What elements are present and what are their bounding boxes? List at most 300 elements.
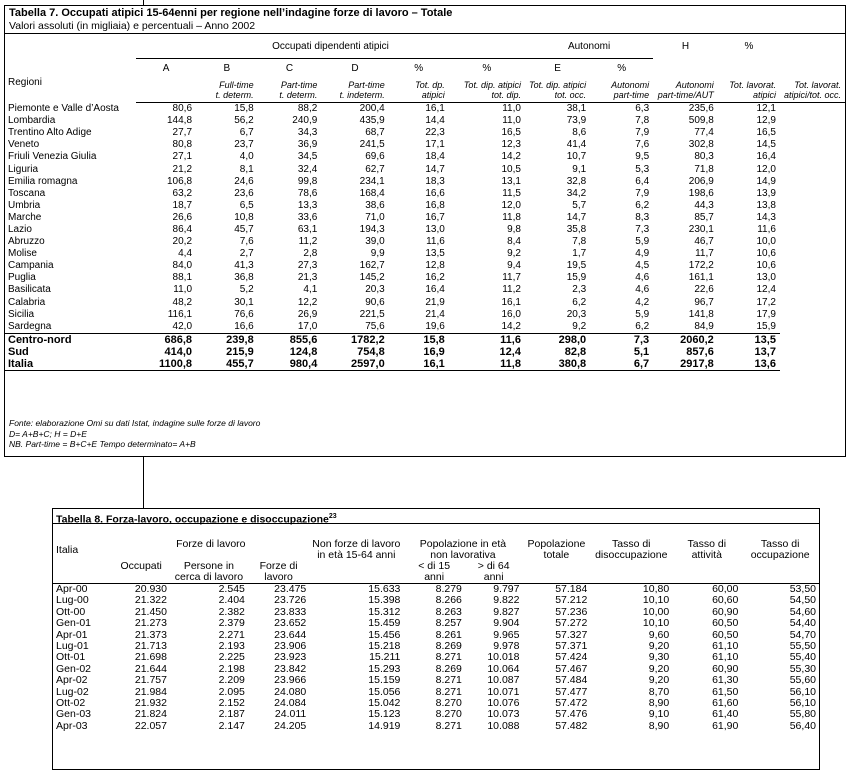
table-cell: 9,30 xyxy=(648,651,670,664)
table-cell: 9.797 xyxy=(493,583,520,595)
row-label: Liguria xyxy=(8,163,39,175)
table-cell: 54,40 xyxy=(789,617,816,630)
table-cell: 80,8 xyxy=(172,139,193,151)
table-cell: 14,5 xyxy=(756,139,776,151)
table-cell: 56,40 xyxy=(789,719,816,732)
table-cell: 75,6 xyxy=(365,320,385,332)
table-cell: 57.467 xyxy=(555,662,588,675)
table-cell: 5,3 xyxy=(635,163,650,175)
table-cell: 7,9 xyxy=(635,187,650,199)
table-cell: 2597,0 xyxy=(321,358,388,371)
table-cell: 10,80 xyxy=(642,583,670,595)
column-subheader: Tot. dip. atipici tot. dip. xyxy=(449,79,525,103)
table-cell: 18,7 xyxy=(172,199,193,211)
table-cell: 10.088 xyxy=(487,719,520,732)
column-subheader: Tot. dp. atipici xyxy=(389,79,449,103)
table-cell: 10.073 xyxy=(487,708,520,721)
table-cell: 80,6 xyxy=(172,103,193,115)
table-cell: 10,7 xyxy=(566,151,587,163)
table-cell: 2060,2 xyxy=(653,333,718,346)
table-cell: 7,6 xyxy=(635,139,650,151)
table-cell: 11,2 xyxy=(502,284,521,296)
table-cell: 380,8 xyxy=(525,358,590,371)
table-row xyxy=(5,236,845,248)
table-cell: 12,9 xyxy=(756,115,776,127)
row-label: Sicilia xyxy=(8,308,35,320)
table-cell: 200,4 xyxy=(359,103,385,115)
row-label: Apr-00 xyxy=(56,583,88,595)
table-cell: 241,5 xyxy=(359,139,385,151)
table-cell: 6,7 xyxy=(590,358,653,371)
table-cell: 215,9 xyxy=(226,345,254,358)
table-cell: 12,4 xyxy=(499,345,521,358)
table-cell: 60,50 xyxy=(712,628,739,641)
table-cell: 10,10 xyxy=(642,594,670,607)
table-cell: 57.371 xyxy=(555,640,588,653)
table-cell: 16,9 xyxy=(423,345,445,358)
letter-header: % xyxy=(482,62,492,74)
table-cell: 9,2 xyxy=(572,320,587,332)
table-cell: 857,6 xyxy=(686,345,714,358)
table-cell: 9.822 xyxy=(493,594,520,607)
table-cell: 21,2 xyxy=(172,163,193,175)
table-cell: 36,9 xyxy=(297,139,318,151)
table-cell: 21.698 xyxy=(134,651,167,664)
table-cell: 13,6 xyxy=(718,358,780,371)
row-label: Sud xyxy=(8,345,29,358)
table-cell: 8.271 xyxy=(435,685,462,698)
letter-header: A xyxy=(162,62,170,74)
column-subheader: Part-time t. determ. xyxy=(258,79,322,103)
table-cell: 16,2 xyxy=(425,272,445,284)
table-cell: 162,7 xyxy=(359,260,385,272)
table-cell: 15.456 xyxy=(368,628,401,641)
table-cell: 38,1 xyxy=(566,103,587,115)
row-label: Lombardia xyxy=(8,115,56,127)
table-cell: 21.322 xyxy=(134,594,167,607)
table-cell: 63,1 xyxy=(297,223,318,235)
row-label: Trentino Alto Adige xyxy=(8,127,92,139)
column-subheader: Tot. lavorat. atipici xyxy=(718,79,780,103)
table-cell: 23,7 xyxy=(234,139,254,151)
table-cell: 16,1 xyxy=(425,103,445,115)
table-cell: 11,0 xyxy=(502,103,521,115)
table-cell: 4,9 xyxy=(635,248,650,260)
table-cell: 17,9 xyxy=(756,308,776,320)
table-cell: 10.087 xyxy=(487,674,520,687)
table-cell: 7,3 xyxy=(635,223,650,235)
table-cell: 4,1 xyxy=(303,284,318,296)
table-cell: 96,7 xyxy=(694,296,714,308)
table-cell: 57.476 xyxy=(555,708,588,721)
total-row xyxy=(5,333,845,346)
table-cell: 88,2 xyxy=(297,103,318,115)
table-cell: 62,7 xyxy=(365,163,385,175)
table-cell: 26,6 xyxy=(172,211,193,223)
table-cell: 298,0 xyxy=(525,333,590,346)
table-cell: 23.842 xyxy=(274,662,307,675)
row-label: Abruzzo xyxy=(8,236,45,248)
table-cell: 145,2 xyxy=(359,272,385,284)
table-cell: 41,4 xyxy=(566,139,587,151)
table-cell: 21.824 xyxy=(134,708,167,721)
table-cell: 57.272 xyxy=(555,617,588,630)
table-cell: 18,3 xyxy=(425,175,445,187)
table-cell: 38,6 xyxy=(365,199,385,211)
table-cell: 55,60 xyxy=(789,674,816,687)
table-cell: 15,8 xyxy=(389,333,449,346)
row-label: Calabria xyxy=(8,296,46,308)
table-cell: 56,10 xyxy=(789,697,816,710)
table-cell: 10.076 xyxy=(487,697,520,710)
table-cell: 45,7 xyxy=(234,223,254,235)
table-cell: 12,0 xyxy=(756,163,776,175)
table-cell: 15.459 xyxy=(368,617,401,630)
table-7 xyxy=(5,36,845,371)
table-cell: 23,6 xyxy=(234,187,254,199)
table-cell: 42,0 xyxy=(172,320,193,332)
table-cell: 6,2 xyxy=(635,320,650,332)
table-cell: 2.209 xyxy=(218,674,245,687)
regioni-header: Regioni xyxy=(8,76,42,88)
note-line: NB. Part-time = B+C+E Tempo determinato= A+B xyxy=(9,439,196,449)
row-label: Friuli Venezia Giulia xyxy=(8,151,97,163)
row-label: Lazio xyxy=(8,223,32,235)
table-cell: 6,2 xyxy=(635,199,650,211)
table-cell: 686,8 xyxy=(136,333,196,346)
table-cell: 10,6 xyxy=(756,248,776,260)
table-cell: 5,7 xyxy=(572,199,587,211)
table-cell: 22,3 xyxy=(425,127,445,139)
group-occupati-dipendenti: Occupati dipendenti atipici xyxy=(136,36,525,59)
table-cell: 11,7 xyxy=(502,272,521,284)
table-row xyxy=(5,188,845,200)
connector-line-middle xyxy=(143,457,144,508)
table-cell: 2,7 xyxy=(239,248,254,260)
table-cell: 24,6 xyxy=(234,175,254,187)
table-cell: 61,60 xyxy=(712,697,739,710)
table-row xyxy=(5,212,845,224)
table-cell: 206,9 xyxy=(688,175,714,187)
row-label: Gen-01 xyxy=(56,617,92,630)
table-cell: 34,2 xyxy=(566,187,587,199)
table-cell: 8.271 xyxy=(435,719,462,732)
table-cell: 54,70 xyxy=(789,628,816,641)
table-cell: 9,20 xyxy=(648,640,670,653)
non-forze-header: Non forze di lavoro in età 15-64 anni xyxy=(312,538,401,561)
table-row xyxy=(5,260,845,272)
table-cell: 15.211 xyxy=(369,651,401,664)
column-subheader: Full-time t. determ. xyxy=(196,79,258,103)
table-cell: 11,2 xyxy=(298,236,318,248)
table-cell: 6,2 xyxy=(572,296,587,308)
table-cell: 17,0 xyxy=(297,320,318,332)
table-cell: 11,0 xyxy=(173,284,193,296)
table-cell: 9,4 xyxy=(507,260,521,272)
table-cell: 14,9 xyxy=(756,175,776,187)
table-7-notes xyxy=(9,418,260,450)
table-cell: 455,7 xyxy=(196,358,258,371)
table-cell: 6,5 xyxy=(239,199,254,211)
table-cell: 84,0 xyxy=(172,260,193,272)
table-cell: 10.064 xyxy=(487,662,520,675)
table-cell: 414,0 xyxy=(164,345,193,358)
table-cell: 14.919 xyxy=(368,719,401,732)
table-cell: 8.270 xyxy=(435,697,462,710)
table-cell: 168,4 xyxy=(359,187,385,199)
table-cell: 10,8 xyxy=(234,211,254,223)
table-8-box xyxy=(52,508,820,770)
table-cell: 14,7 xyxy=(566,211,587,223)
table-cell: 34,5 xyxy=(297,151,318,163)
table-row xyxy=(53,618,819,629)
table-cell: 68,7 xyxy=(365,127,385,139)
table-7-box xyxy=(4,5,846,457)
table-cell: 9,20 xyxy=(648,674,670,687)
table-cell: 20,3 xyxy=(365,284,385,296)
table-cell: 7,8 xyxy=(635,115,650,127)
table-cell: 46,7 xyxy=(694,236,714,248)
table-cell: 8.261 xyxy=(435,628,462,641)
table-cell: 11,7 xyxy=(695,248,714,260)
table-row xyxy=(5,248,845,260)
table-cell: 76,6 xyxy=(234,308,254,320)
row-label: Ott-00 xyxy=(56,605,86,618)
table-cell: 4,4 xyxy=(178,248,193,260)
table-cell: 7,6 xyxy=(239,236,254,248)
table-cell: 2.404 xyxy=(218,594,245,607)
table-8-title-text: Tabella 8. Forza-lavoro, occupazione e disoccupazione xyxy=(56,513,329,526)
table-cell: 2.095 xyxy=(218,685,245,698)
table-cell: 4,6 xyxy=(635,284,650,296)
table-cell: 9,10 xyxy=(648,708,670,721)
table-cell: 106,8 xyxy=(166,175,193,187)
table-cell: 5,1 xyxy=(633,345,650,358)
table-cell: 13,8 xyxy=(756,199,776,211)
table-row xyxy=(5,321,845,334)
table-cell: 57.184 xyxy=(555,583,588,595)
table-cell: 8,6 xyxy=(572,127,587,139)
table-cell: 12,4 xyxy=(756,284,776,296)
tasso-occupazione-header: Tasso di occupazione xyxy=(750,538,810,561)
table-cell: 2.379 xyxy=(218,617,245,630)
table-cell: 16,1 xyxy=(389,358,449,371)
column-subheader: Tot. dip. atipici tot. occ. xyxy=(525,79,590,103)
table-cell: 15.633 xyxy=(368,583,401,595)
table-cell: 15.312 xyxy=(368,605,401,618)
table-cell: 32,4 xyxy=(297,163,318,175)
table-cell: 57.236 xyxy=(555,605,588,618)
table-cell: 57.327 xyxy=(555,628,588,641)
table-cell: 80,3 xyxy=(694,151,714,163)
table-row xyxy=(53,675,819,686)
row-label: Italia xyxy=(5,358,136,371)
note-line: D= A+B+C; H = D+E xyxy=(9,428,87,439)
row-label: Umbria xyxy=(8,199,41,211)
column-subheader: Tot. lavorat. atipici/tot. occ. xyxy=(780,79,845,103)
row-label: Emilia romagna xyxy=(8,175,78,187)
table-cell: 21.932 xyxy=(134,697,167,710)
table-cell: 20,3 xyxy=(566,308,587,320)
table-cell: 16,6 xyxy=(425,187,445,199)
table-cell: 7,9 xyxy=(635,127,650,139)
table-cell: 2,3 xyxy=(572,284,587,296)
table-cell: 9,1 xyxy=(572,163,587,175)
table-cell: 7,3 xyxy=(590,333,653,346)
table-row xyxy=(5,284,845,296)
table-cell: 10.071 xyxy=(487,685,520,698)
table-cell: 61,50 xyxy=(712,685,739,698)
table-cell: 239,8 xyxy=(196,333,258,346)
table-cell: 13,9 xyxy=(756,187,776,199)
table-cell: 8.271 xyxy=(435,651,462,664)
table-cell: 20.930 xyxy=(134,583,167,595)
row-label: Marche xyxy=(8,211,42,223)
table-cell: 10,5 xyxy=(501,163,521,175)
table-cell: 6,4 xyxy=(635,175,650,187)
table-cell: 35,8 xyxy=(566,223,587,235)
table-cell: 22.057 xyxy=(134,719,167,732)
table-cell: 24.084 xyxy=(274,697,307,710)
table-cell: 11,0 xyxy=(502,115,521,127)
table-cell: 55,40 xyxy=(789,651,816,664)
table-cell: 17,2 xyxy=(756,296,776,308)
table-cell: 2.271 xyxy=(218,628,245,641)
table-cell: 235,6 xyxy=(688,103,714,115)
row-label: Gen-03 xyxy=(56,708,92,721)
table-cell: 23.906 xyxy=(274,640,307,653)
table-row xyxy=(5,127,845,139)
table-cell: 4,2 xyxy=(635,296,650,308)
table-cell: 754,8 xyxy=(357,345,385,358)
table-cell: 24.011 xyxy=(274,708,307,721)
table-cell: 61,10 xyxy=(712,640,739,653)
table-cell: 124,8 xyxy=(289,345,318,358)
row-label: Gen-02 xyxy=(56,662,92,675)
table-cell: 14,2 xyxy=(501,151,521,163)
table-cell: 4,5 xyxy=(635,260,650,272)
table-cell: 27,3 xyxy=(297,260,318,272)
table-cell: 1,7 xyxy=(572,248,587,260)
table-cell: 7,8 xyxy=(572,236,587,248)
table-cell: 19,5 xyxy=(566,260,587,272)
table-cell: 26,9 xyxy=(297,308,318,320)
table-cell: 22,6 xyxy=(694,284,714,296)
letter-header: D xyxy=(351,62,359,74)
table-cell: 24.205 xyxy=(274,719,307,732)
table-cell: 14,7 xyxy=(425,163,445,175)
table-cell: 11,6 xyxy=(449,333,525,346)
table-cell: 2.545 xyxy=(218,583,245,595)
table-cell: 78,6 xyxy=(297,187,318,199)
table-cell: 21.757 xyxy=(134,674,167,687)
table-cell: 99,8 xyxy=(297,175,318,187)
tasso-disoccupazione-header: Tasso di disoccupazione xyxy=(595,538,668,561)
table-cell: 2,8 xyxy=(303,248,318,260)
table-cell: 85,7 xyxy=(694,211,714,223)
table-cell: 21.373 xyxy=(134,628,167,641)
table-cell: 13,1 xyxy=(501,175,521,187)
table-row xyxy=(5,115,845,127)
table-cell: 21,9 xyxy=(425,296,445,308)
table-cell: 17,1 xyxy=(425,139,445,151)
gt64-header: > di 64 anni xyxy=(465,561,523,584)
row-label: Centro-nord xyxy=(5,333,136,346)
table-cell: 1782,2 xyxy=(321,333,388,346)
table-cell: 230,1 xyxy=(688,223,714,235)
row-label: Apr-02 xyxy=(56,674,88,687)
row-label: Sardegna xyxy=(8,320,52,332)
table-cell: 5,9 xyxy=(635,236,650,248)
table-cell: 21,4 xyxy=(425,308,445,320)
table-cell: 19,6 xyxy=(425,320,445,332)
table-cell: 15.218 xyxy=(368,640,401,653)
table-cell: 34,3 xyxy=(297,127,318,139)
table-cell: 5,2 xyxy=(239,284,254,296)
table-8-title xyxy=(53,509,819,524)
persone-cerca-header: Persone in cerca di lavoro xyxy=(170,561,248,584)
table-cell: 23.966 xyxy=(274,674,307,687)
table-cell: 2.225 xyxy=(218,651,245,664)
table-cell: 86,4 xyxy=(172,223,193,235)
table-cell: 172,2 xyxy=(688,260,714,272)
table-cell: 61,30 xyxy=(712,674,739,687)
table-cell: 57.484 xyxy=(555,674,588,687)
table-cell: 9.827 xyxy=(493,605,520,618)
table-cell: 161,1 xyxy=(688,272,714,284)
table-cell: 15.398 xyxy=(368,594,401,607)
total-row xyxy=(5,358,845,371)
table-cell: 23.833 xyxy=(274,605,307,618)
table-cell: 11,8 xyxy=(502,211,521,223)
table-cell: 13,7 xyxy=(754,345,776,358)
table-cell: 27,1 xyxy=(172,151,193,163)
table-cell: 4,6 xyxy=(635,272,650,284)
table-cell: 13,5 xyxy=(718,333,780,346)
table-cell: 54,50 xyxy=(789,594,816,607)
table-cell: 21.450 xyxy=(134,605,167,618)
table-cell: 77,4 xyxy=(694,127,714,139)
table-cell: 60,60 xyxy=(712,594,739,607)
table-cell: 302,8 xyxy=(688,139,714,151)
col-pct-header: % xyxy=(744,41,754,53)
table-cell: 8.266 xyxy=(435,594,462,607)
row-label: Basilicata xyxy=(8,284,51,296)
row-label: Veneto xyxy=(8,139,40,151)
table-cell: 32,8 xyxy=(566,175,587,187)
occupati-header: Occupati xyxy=(112,561,170,584)
table-cell: 1100,8 xyxy=(136,358,196,371)
row-label: Lug-00 xyxy=(56,594,89,607)
table-cell: 63,2 xyxy=(172,187,193,199)
table-cell: 8,90 xyxy=(648,719,670,732)
table-cell: 18,4 xyxy=(425,151,445,163)
table-cell: 16,4 xyxy=(756,151,776,163)
table-row xyxy=(5,297,845,309)
table-row xyxy=(53,721,819,732)
table-cell: 16,4 xyxy=(425,284,445,296)
table-cell: 2.193 xyxy=(218,640,245,653)
total-row xyxy=(5,346,845,358)
italia-header: Italia xyxy=(56,543,79,556)
table-cell: 21.984 xyxy=(134,685,167,698)
table-cell: 10,0 xyxy=(756,236,776,248)
row-label: Molise xyxy=(8,248,37,260)
table-cell: 11,5 xyxy=(502,187,521,199)
table-cell: 12,8 xyxy=(425,260,445,272)
lt15-header: < di 15 anni xyxy=(403,561,464,584)
forze-di-lavoro-header: Forze di lavoro xyxy=(248,561,309,584)
